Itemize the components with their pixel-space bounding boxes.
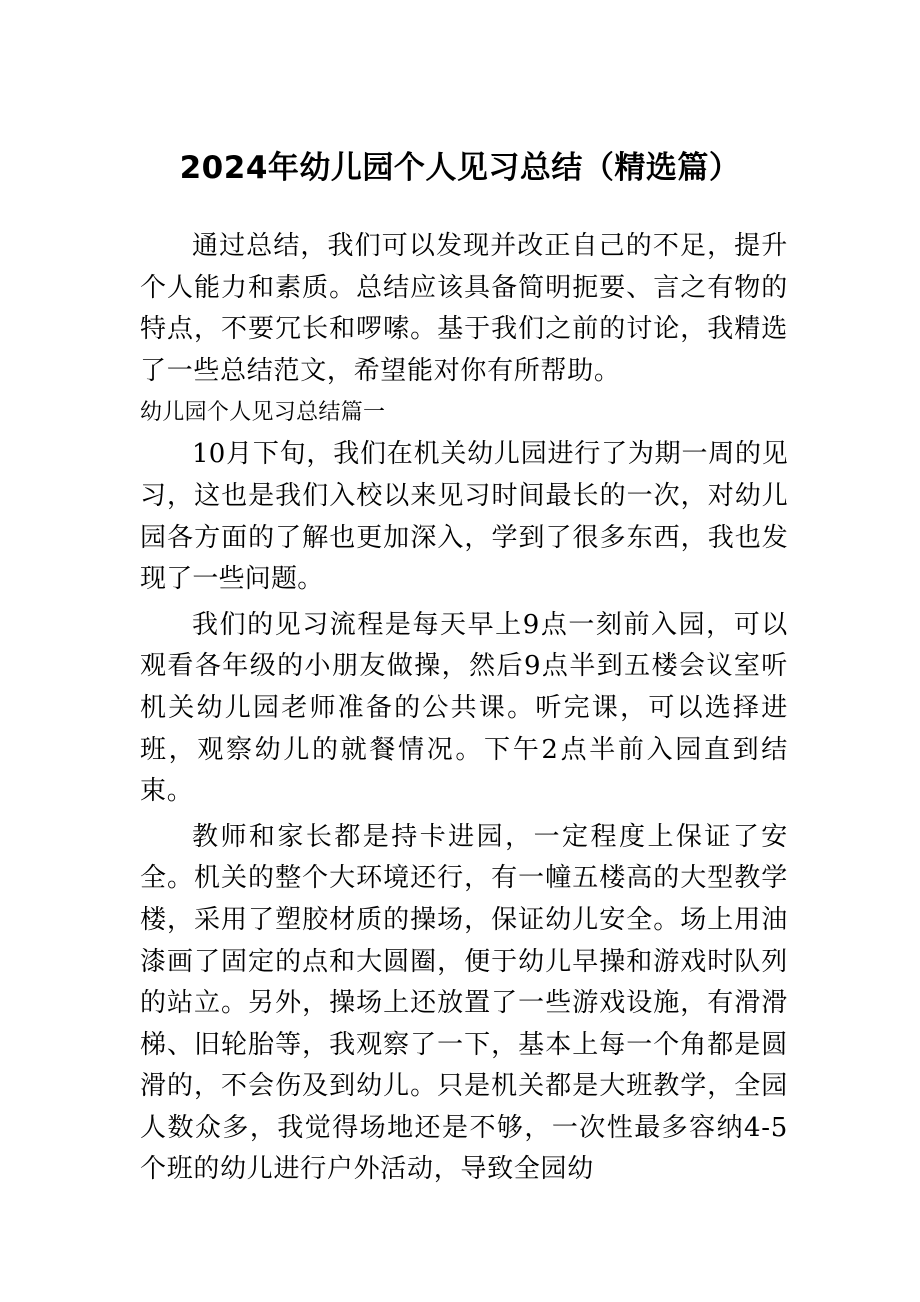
document-body bbox=[140, 226, 788, 1191]
section-heading: 幼儿园个人见习总结篇一 bbox=[140, 400, 386, 426]
body-paragraph-3: 教师和家长都是持卡进园，一定程度上保证了安全。机关的整个大环境还行，有一幢五楼高的大型教学楼，采用了塑胶材质的操场，保证幼儿安全。场上用油漆画了固定的点和大圆圈，便于幼儿早操和游戏时队列的站立。另外，操场上还放置了一些游戏设施，有滑滑梯、旧轮胎等，我观察了一下，基本上每一个角都是圆滑的，不会伤及到幼儿。只是机关都是大班教学，全园人数众多，我觉得场地还是不够，一次性最多容纳4-5个班的幼儿进行户外活动，导致全园幼 bbox=[140, 821, 788, 1185]
intro-paragraph: 通过总结，我们可以发现并改正自己的不足，提升个人能力和素质。总结应该具备简明扼要、言之有物的特点，不要冗长和啰嗦。基于我们之前的讨论，我精选了一些总结范文，希望能对你有所帮助。 bbox=[140, 231, 788, 386]
page-title: 2024年幼儿园个人见习总结（精选篇） bbox=[179, 150, 741, 186]
body-paragraph-1: 10月下旬，我们在机关幼儿园进行了为期一周的见习，这也是我们入校以来见习时间最长的一次，对幼儿园各方面的了解也更加深入，学到了很多东西，我也发现了一些问题。 bbox=[140, 439, 788, 595]
body-paragraph-2: 我们的见习流程是每天早上9点一刻前入园，可以观看各年级的小朋友做操，然后9点半到五楼会议室听机关幼儿园老师准备的公共课。听完课，可以选择进班，观察幼儿的就餐情况。下午2点半前入园直到结束。 bbox=[140, 609, 788, 807]
